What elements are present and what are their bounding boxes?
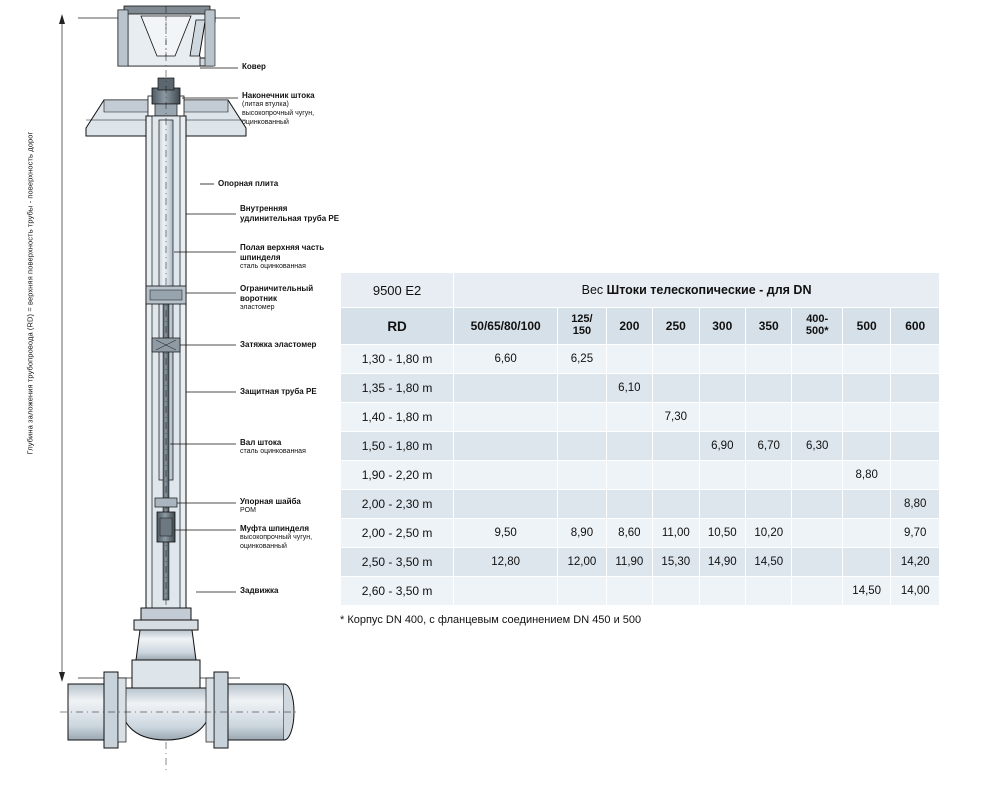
limiting-collar [146,286,186,304]
callout-cover: Ковер [242,62,266,71]
row-rd-label: 1,30 - 1,80 m [341,345,454,374]
cell-value [653,345,699,374]
callout-inner-extension-pipe: Внутренняя удлинительная труба PE [240,204,340,223]
column-header-dn-200: 200 [606,308,652,345]
cell-value: 14,00 [891,577,940,606]
cell-value: 11,00 [653,519,699,548]
cell-value [699,577,745,606]
cell-value [891,345,940,374]
row-rd-label: 2,00 - 2,30 m [341,490,454,519]
cell-value [746,374,792,403]
cell-value: 14,20 [891,548,940,577]
cell-value: 15,30 [653,548,699,577]
row-rd-label: 1,50 - 1,80 m [341,432,454,461]
cover-assembly [118,6,215,66]
table-row [341,461,940,490]
cell-value [558,490,606,519]
column-header-dn-500: 500 [842,308,890,345]
cell-value [792,345,843,374]
callout-limiting-collar: Ограничительный воротник эластомер [240,284,314,311]
cell-value: 12,00 [558,548,606,577]
cell-value: 14,50 [746,548,792,577]
cell-value [699,490,745,519]
table-row [341,548,940,577]
cell-value [606,345,652,374]
cell-value [454,577,558,606]
callout-support-plate: Опорная плита [218,179,279,188]
cell-value: 10,50 [699,519,745,548]
column-header-rd: RD [341,308,454,345]
cell-value [792,461,843,490]
cell-value [746,490,792,519]
callout-elastomer-tightening: Затяжка эластомер [240,340,317,349]
table-title [454,273,940,308]
cell-value [842,403,890,432]
cell-value [606,490,652,519]
cell-value [842,345,890,374]
cell-value [891,432,940,461]
cell-value [558,403,606,432]
row-rd-label: 1,35 - 1,80 m [341,374,454,403]
cell-value: 6,30 [792,432,843,461]
cell-value [792,403,843,432]
cell-value: 10,20 [746,519,792,548]
table-row [341,403,940,432]
cell-value [454,403,558,432]
cell-value [558,374,606,403]
cell-value [558,577,606,606]
cell-value [746,345,792,374]
cell-value [792,548,843,577]
cell-value: 6,70 [746,432,792,461]
cell-value [454,490,558,519]
cell-value: 14,90 [699,548,745,577]
cell-value: 14,50 [842,577,890,606]
cell-value: 8,80 [891,490,940,519]
cell-value [842,490,890,519]
row-rd-label: 1,40 - 1,80 m [341,403,454,432]
column-header-dn-400-500: 400- 500* [792,308,843,345]
weights-table-container [340,272,940,626]
table-header-columns [341,308,940,345]
cell-value: 11,90 [606,548,652,577]
cell-value [746,403,792,432]
cell-value: 8,60 [606,519,652,548]
callout-spindle-coupling: Муфта шпинделя высокопрочный чугун, оцинкованный [240,524,313,550]
cell-value [653,461,699,490]
table-row [341,432,940,461]
table-row [341,519,940,548]
table-row [341,345,940,374]
callout-protective-pipe: Защитная труба PE [240,387,317,396]
column-header-dn-50-100: 50/65/80/100 [454,308,558,345]
thrust-washer [155,498,177,507]
table-title-main: Штоки телескопические - для DN [606,283,812,297]
cell-value [792,519,843,548]
column-header-dn-250: 250 [653,308,699,345]
cell-value [558,461,606,490]
row-rd-label: 2,50 - 3,50 m [341,548,454,577]
table-footnote: * Корпус DN 400, с фланцевым соединением DN 450 и 500 [340,614,642,626]
cell-value [842,374,890,403]
cell-value [606,432,652,461]
cell-value [699,345,745,374]
cell-value: 8,90 [558,519,606,548]
cell-value [842,519,890,548]
cell-value: 12,80 [454,548,558,577]
cell-value [792,490,843,519]
cell-value [606,403,652,432]
cell-value: 6,60 [454,345,558,374]
cell-value: 6,25 [558,345,606,374]
model-label: 9500 E2 [341,273,454,308]
cell-value [842,548,890,577]
cell-value: 9,50 [454,519,558,548]
cell-value [454,432,558,461]
callout-shaft: Вал штока сталь оцинкованная [240,438,306,455]
cell-value [454,461,558,490]
row-rd-label: 2,00 - 2,50 m [341,519,454,548]
depth-caption: Глубина заложения трубопровода (RD) = верхняя поверхность трубы - поверхность дорог [25,131,35,455]
callout-thrust-washer: Упорная шайба POM [240,497,301,514]
cell-value [558,432,606,461]
cell-value [653,490,699,519]
elastomer-tightening [152,338,180,352]
weights-table [340,272,940,606]
cell-value [746,461,792,490]
table-body [341,345,940,606]
cell-value [792,374,843,403]
row-rd-label: 2,60 - 3,50 m [341,577,454,606]
column-header-dn-125-150: 125/ 150 [558,308,606,345]
cell-value: 7,30 [653,403,699,432]
spindle-coupling [157,512,175,542]
cell-value [699,403,745,432]
cell-value [891,461,940,490]
cell-value [653,374,699,403]
table-title-prefix: Вес [581,283,607,297]
table-row [341,577,940,606]
cell-value: 8,80 [842,461,890,490]
cell-value [891,403,940,432]
cell-value [653,432,699,461]
cell-value [792,577,843,606]
callout-spindle-head: Наконечник штока (литая втулка) высокопрочный чугун, оцинкованный [242,91,315,126]
row-rd-label: 1,90 - 2,20 m [341,461,454,490]
column-header-dn-300: 300 [699,308,745,345]
cell-value [606,461,652,490]
table-header-top [341,273,940,308]
cell-value [653,577,699,606]
cell-value [891,374,940,403]
callout-hollow-upper-spindle: Полая верхняя часть шпинделя сталь оцинкованная [240,243,325,270]
cell-value [606,577,652,606]
cell-value [699,374,745,403]
cell-value: 6,90 [699,432,745,461]
column-header-dn-600: 600 [891,308,940,345]
cell-value [699,461,745,490]
callout-gate-valve: Задвижка [240,586,279,595]
table-row [341,374,940,403]
cell-value [842,432,890,461]
cell-value [746,577,792,606]
cell-value: 6,10 [606,374,652,403]
column-header-dn-350: 350 [746,308,792,345]
cell-value [454,374,558,403]
table-row [341,490,940,519]
cell-value: 9,70 [891,519,940,548]
